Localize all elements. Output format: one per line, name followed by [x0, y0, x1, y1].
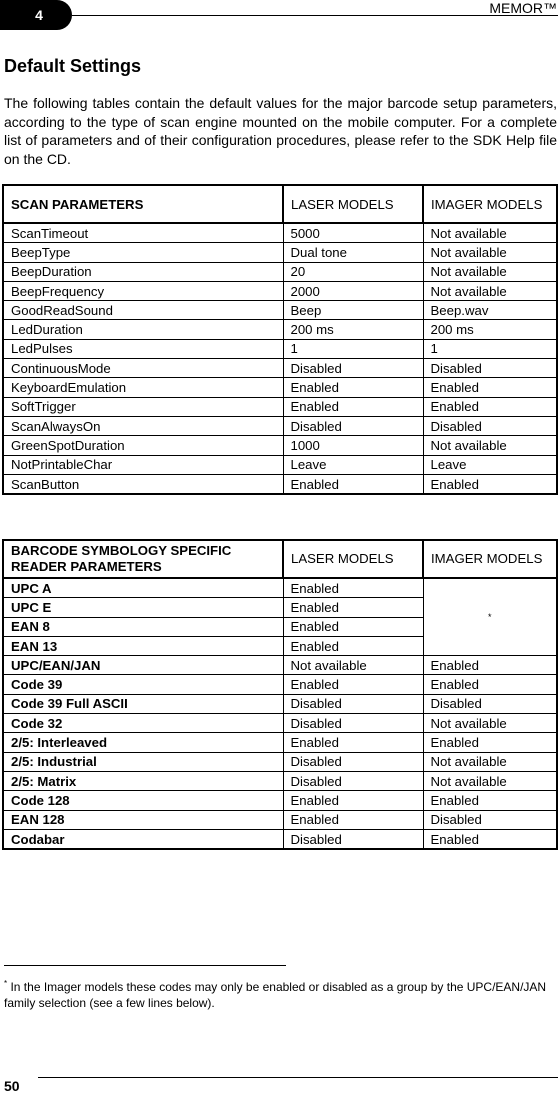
table-cell: Disabled	[283, 359, 423, 378]
column-header: IMAGER MODELS	[423, 185, 557, 223]
table-cell: GoodReadSound	[3, 301, 283, 320]
table-cell: Code 39 Full ASCII	[3, 694, 283, 713]
column-header: IMAGER MODELS	[423, 540, 557, 578]
table-cell: 200 ms	[283, 320, 423, 339]
table-cell: Enabled	[283, 636, 423, 655]
table-cell: Beep.wav	[423, 301, 557, 320]
table-cell: 2000	[283, 281, 423, 300]
table-row	[3, 455, 557, 474]
table-row	[3, 223, 557, 243]
table-cell: Disabled	[283, 694, 423, 713]
table-cell: EAN 8	[3, 617, 283, 636]
table-row	[3, 416, 557, 435]
table-cell: Disabled	[283, 714, 423, 733]
table-row	[3, 474, 557, 494]
table-cell: 5000	[283, 223, 423, 243]
table-cell: NotPrintableChar	[3, 455, 283, 474]
table-cell: Enabled	[423, 397, 557, 416]
table-cell: Enabled	[283, 474, 423, 494]
table-cell: GreenSpotDuration	[3, 436, 283, 455]
table-cell: Leave	[283, 455, 423, 474]
table-cell: Disabled	[423, 810, 557, 829]
barcode-symbology-table	[2, 539, 558, 850]
table-row	[3, 656, 557, 675]
column-header: BARCODE SYMBOLOGY SPECIFIC READER PARAMETERS	[3, 540, 283, 578]
column-header: LASER MODELS	[283, 540, 423, 578]
table-cell: Enabled	[283, 733, 423, 752]
table-cell: LedPulses	[3, 339, 283, 358]
footer-rule	[38, 1077, 558, 1078]
table-cell: BeepType	[3, 243, 283, 262]
footnote	[4, 976, 556, 1011]
column-header: SCAN PARAMETERS	[3, 185, 283, 223]
footnote-mark: *	[4, 979, 8, 988]
table-cell: BeepFrequency	[3, 281, 283, 300]
table-cell: Enabled	[283, 397, 423, 416]
table-cell: Disabled	[423, 359, 557, 378]
table-row	[3, 791, 557, 810]
table-cell: Disabled	[283, 752, 423, 771]
table-row	[3, 810, 557, 829]
table-cell: 2/5: Matrix	[3, 771, 283, 790]
table-row	[3, 301, 557, 320]
table-header-row	[3, 185, 557, 223]
table-cell: EAN 128	[3, 810, 283, 829]
table-cell: BeepDuration	[3, 262, 283, 281]
chapter-badge	[0, 0, 72, 30]
table-cell: 20	[283, 262, 423, 281]
footnote-rule	[4, 965, 286, 966]
header-title: MEMOR™	[489, 0, 557, 16]
footnote-text: In the Imager models these codes may only be enabled or disabled as a group by the UPC/EAN/JAN family selection (see a few lines below).	[4, 980, 547, 1010]
table-cell: Disabled	[423, 694, 557, 713]
table-cell: 1	[423, 339, 557, 358]
table-cell: Code 32	[3, 714, 283, 733]
table-cell: Dual tone	[283, 243, 423, 262]
table-cell: Beep	[283, 301, 423, 320]
table-cell: Enabled	[283, 598, 423, 617]
table-cell: ContinuousMode	[3, 359, 283, 378]
table-cell: Enabled	[423, 829, 557, 849]
table-cell: Disabled	[423, 416, 557, 435]
table-cell: Enabled	[423, 474, 557, 494]
table-row	[3, 771, 557, 790]
table-cell: Not available	[423, 436, 557, 455]
table-row	[3, 714, 557, 733]
table-row	[3, 320, 557, 339]
table-cell: Enabled	[283, 578, 423, 598]
table-cell: Not available	[283, 656, 423, 675]
table-cell: Disabled	[283, 829, 423, 849]
table-cell: Enabled	[423, 791, 557, 810]
table-cell: Not available	[423, 243, 557, 262]
scan-parameters-table	[2, 184, 558, 495]
table-row	[3, 752, 557, 771]
table-row	[3, 829, 557, 849]
table-cell: Leave	[423, 455, 557, 474]
table-cell: 1000	[283, 436, 423, 455]
table-cell: Disabled	[283, 416, 423, 435]
table-cell: Disabled	[283, 771, 423, 790]
table-cell: Enabled	[283, 810, 423, 829]
table-cell: UPC A	[3, 578, 283, 598]
table-cell: Not available	[423, 281, 557, 300]
column-header: LASER MODELS	[283, 185, 423, 223]
table-row	[3, 262, 557, 281]
table-cell: Not available	[423, 752, 557, 771]
table-row	[3, 578, 557, 598]
table-cell: Enabled	[423, 733, 557, 752]
table-cell: ScanAlwaysOn	[3, 416, 283, 435]
chapter-number: 4	[35, 7, 43, 23]
table-cell: Enabled	[423, 378, 557, 397]
table-row	[3, 733, 557, 752]
table-cell: 1	[283, 339, 423, 358]
table-cell: ScanButton	[3, 474, 283, 494]
page-number: 50	[4, 1078, 20, 1094]
table-cell: 200 ms	[423, 320, 557, 339]
table-row	[3, 694, 557, 713]
table-header-row	[3, 540, 557, 578]
table-cell: UPC/EAN/JAN	[3, 656, 283, 675]
table-cell: Code 39	[3, 675, 283, 694]
header-rule	[72, 15, 558, 16]
table-row	[3, 378, 557, 397]
table-cell: KeyboardEmulation	[3, 378, 283, 397]
table-cell: Enabled	[283, 617, 423, 636]
table-cell: SoftTrigger	[3, 397, 283, 416]
table-cell: LedDuration	[3, 320, 283, 339]
table-row	[3, 675, 557, 694]
group-note-cell: *	[423, 578, 557, 656]
table-cell: Codabar	[3, 829, 283, 849]
table-cell: Enabled	[283, 675, 423, 694]
intro-paragraph: The following tables contain the default values for the major barcode setup parameters, according to the type of scan engine mounted on the mobile computer. For a complete list of parameters and of their configuration procedures, please refer to the SDK Help file on the CD.	[4, 95, 557, 167]
table-row	[3, 359, 557, 378]
section-title: Default Settings	[4, 56, 142, 76]
table-cell: Not available	[423, 262, 557, 281]
table-cell: Enabled	[283, 378, 423, 397]
table-cell: 2/5: Interleaved	[3, 733, 283, 752]
table-cell: Enabled	[423, 656, 557, 675]
table-row	[3, 397, 557, 416]
table-row	[3, 339, 557, 358]
table-cell: Not available	[423, 714, 557, 733]
table-cell: UPC E	[3, 598, 283, 617]
table-cell: Not available	[423, 771, 557, 790]
table-cell: Enabled	[283, 791, 423, 810]
table-cell: Enabled	[423, 675, 557, 694]
table-cell: 2/5: Industrial	[3, 752, 283, 771]
table-cell: ScanTimeout	[3, 223, 283, 243]
table-cell: Not available	[423, 223, 557, 243]
table-row	[3, 243, 557, 262]
table-cell: Code 128	[3, 791, 283, 810]
table-row	[3, 281, 557, 300]
table-cell: EAN 13	[3, 636, 283, 655]
table-row	[3, 436, 557, 455]
